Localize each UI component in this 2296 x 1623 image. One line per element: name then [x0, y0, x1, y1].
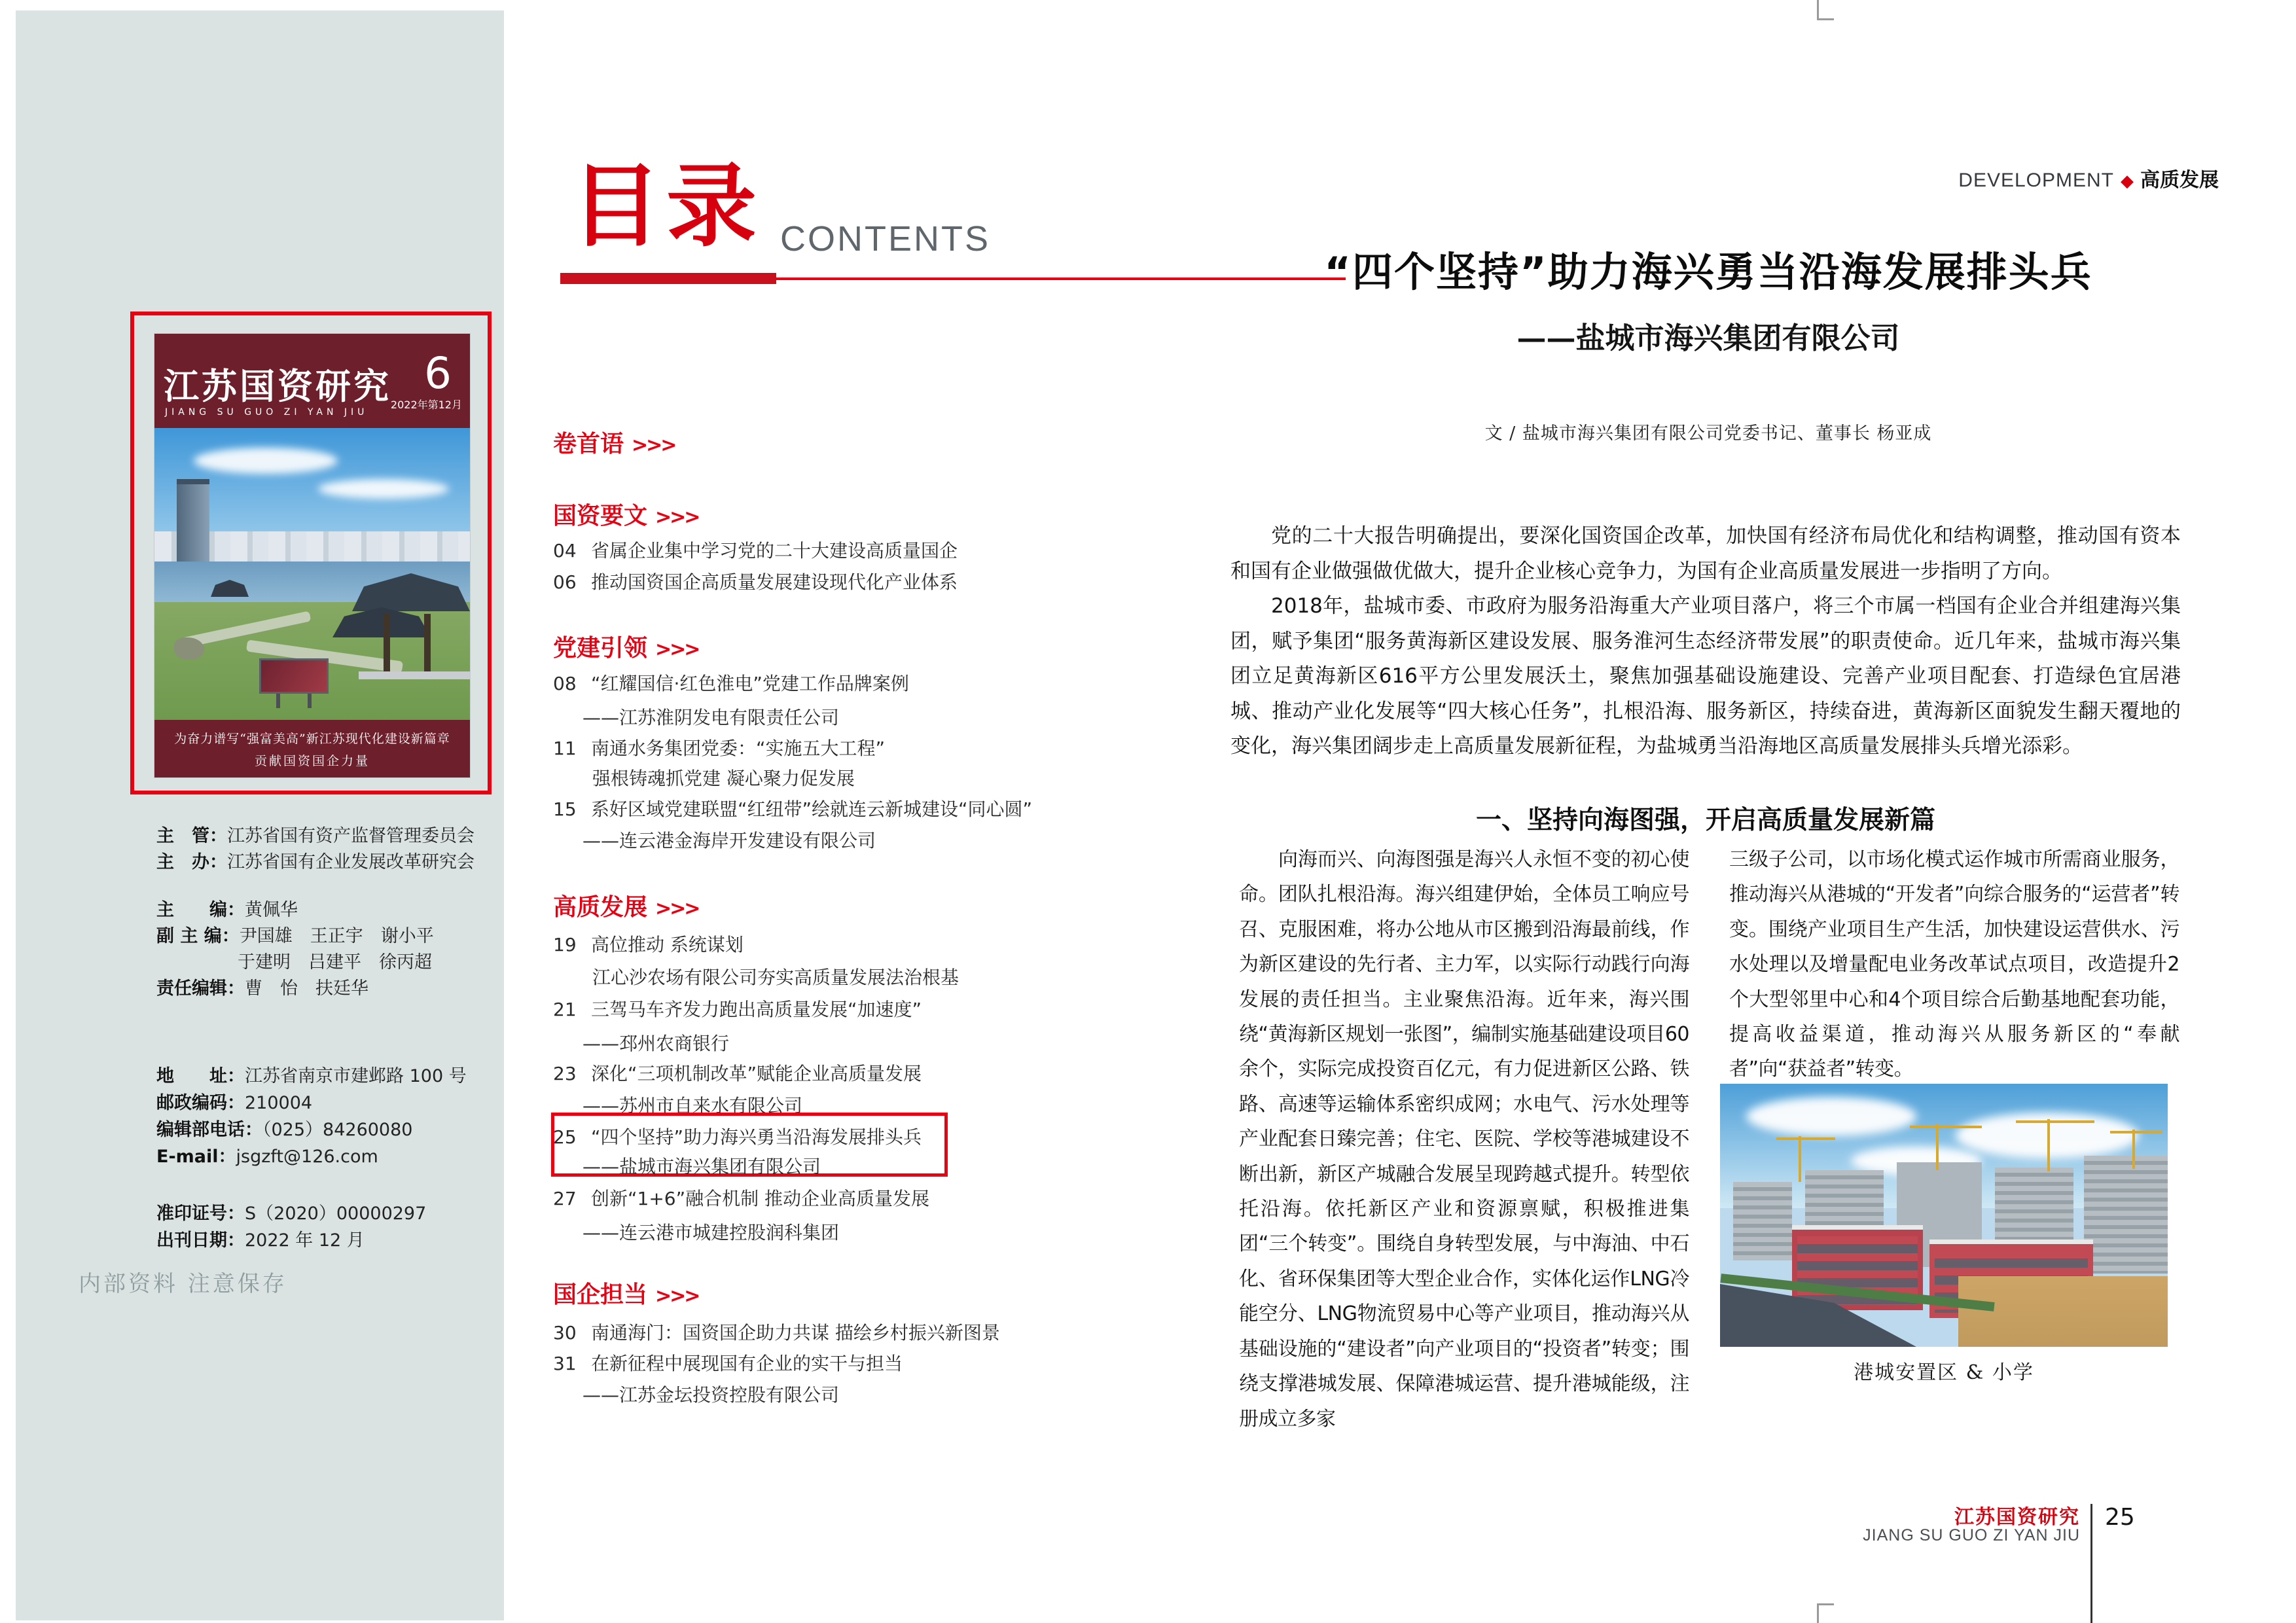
cover-highlight-box: [130, 312, 492, 794]
toc-item[interactable]: 06 推动国资国企高质量发展建设现代化产业体系: [553, 571, 958, 593]
toc-section-dangjianyinling: 党建引领 >>>: [553, 635, 699, 662]
header-en: DEVELOPMENT: [1958, 169, 2114, 191]
contact-row: 地 址：江苏省南京市建邺路 100 号: [156, 1066, 467, 1086]
diamond-icon: ◆: [2121, 171, 2134, 191]
spacer: [156, 1170, 497, 1200]
toc-item-sub[interactable]: ——盐城市海兴集团有限公司: [583, 1156, 821, 1177]
arrows-icon: >>>: [655, 1285, 699, 1308]
toc-item[interactable]: 31 在新征程中展现国有企业的实干与担当: [553, 1353, 903, 1374]
footer-divider: [2090, 1504, 2092, 1623]
crane-icon: [2110, 1131, 2162, 1133]
contact-row: 出刊日期：2022 年 12 月: [156, 1230, 365, 1251]
crane-icon: [1776, 1137, 1835, 1140]
magazine-cover: [154, 334, 470, 777]
article-intro: [1230, 519, 2181, 764]
crop-mark-bottom-h: [1817, 1603, 1834, 1605]
publisher-row: 主 办：江苏省国有企业发展改革研究会: [156, 852, 475, 872]
section-title: 一、坚持向海图强，开启高质量发展新篇: [1475, 806, 1935, 835]
crane-icon: [1936, 1124, 1939, 1170]
toc-item[interactable]: 27 创新“1+6”融合机制 推动企业高质量发展: [553, 1188, 930, 1209]
publisher-info: [156, 823, 497, 1002]
cover-pavilion-gate: [332, 573, 470, 678]
internal-notice: 内部资料 注意保存: [79, 1271, 287, 1297]
article-photo: [1720, 1084, 2168, 1347]
header-cn: 高质发展: [2140, 169, 2219, 192]
publisher-row: 责任编辑：曹 怡 扶廷华: [156, 978, 368, 999]
page-header: [1958, 164, 2219, 192]
contact-row: E-mail：jsgzft@126.com: [156, 1147, 378, 1167]
sidebar: [16, 10, 504, 1620]
cover-slogan-line2: 贡献国资国企力量: [254, 754, 370, 768]
toc-item-sub[interactable]: ——江苏金坛投资控股有限公司: [583, 1384, 840, 1406]
publisher-row: 主 管：江苏省国有资产监督管理委员会: [156, 826, 475, 846]
toc-item-sub[interactable]: ——邳州农商银行: [583, 1033, 730, 1054]
cover-masthead: 江苏国资研究: [164, 365, 391, 407]
crop-mark-top-h: [1817, 18, 1834, 20]
intro-paragraph: 2018年，盐城市委、市政府为服务沿海重大产业项目落户，将三个市属一档国有企业合并组建海兴集团，赋予集团“服务黄海新区建设发展、服务淮河生态经济带发展”的职责使命。近几年来，盐城市海兴集团立足黄海新区616平方公里发展沃土，聚焦加强基础设施建设、完善产业项目配套、打造绿色宜居港城、推动产业化发展等“四大核心任务”，扎根沿海、服务新区，持续奋进，黄海新区面貌发生翻天覆地的变化，海兴集团阔步走上高质量发展新征程，为盐城勇当沿海地区高质量发展排头兵增光添彩。: [1230, 594, 2181, 758]
toc-section-guoziyaowen: 国资要文 >>>: [553, 503, 699, 529]
toc-item[interactable]: 30 南通海门：国资国企助力共谋 描绘乡村振兴新图景: [553, 1322, 1000, 1344]
cover-billboard-legs: [276, 694, 312, 708]
contact-row: 邮政编码：210004: [156, 1093, 313, 1113]
publisher-row: 主 编：黄佩华: [156, 900, 298, 920]
cover-issue-date: 2022年第12月: [390, 399, 462, 411]
cover-masthead-band: [154, 334, 470, 428]
toc-item-sub[interactable]: ——江苏淮阴发电有限责任公司: [583, 707, 840, 728]
arrows-icon: >>>: [655, 506, 699, 529]
footer-journal-en: JIANG SU GUO ZI YAN JIU: [1863, 1526, 2080, 1544]
cover-slogan-band: [154, 720, 470, 777]
crane-icon: [2132, 1130, 2135, 1169]
toc-section-guoqidandang: 国企担当 >>>: [553, 1281, 699, 1308]
toc-item[interactable]: 21 三驾马车齐发力跑出高质量发展“加速度”: [553, 999, 922, 1020]
arrows-icon: >>>: [655, 897, 699, 920]
photo-sand-ground: [1958, 1276, 2168, 1347]
contact-info: [156, 1063, 497, 1254]
cover-billboard: [259, 658, 329, 694]
crane-icon: [2047, 1119, 2050, 1171]
toc-item-highlighted[interactable]: 25 “四个坚持”助力海兴勇当沿海发展排头兵: [553, 1126, 922, 1148]
toc-item-sub[interactable]: ——连云港金海岸开发建设有限公司: [583, 830, 876, 851]
crane-icon: [2016, 1120, 2094, 1123]
toc-item[interactable]: 15 系好区域党建联盟“红纽带”绘就连云新城建设“同心圆”: [553, 798, 1033, 820]
toc-item[interactable]: 11 南通水务集团党委：“实施五大工程”: [553, 738, 886, 759]
toc-title-en: CONTENTS: [780, 219, 990, 259]
toc-item-sub[interactable]: ——连云港市城建控股润科集团: [583, 1222, 840, 1243]
article-subtitle: ——盐城市海兴集团有限公司: [1516, 321, 1900, 355]
cover-photo-illustration: [154, 428, 470, 720]
publisher-row: 副 主 编：尹国雄 王正宇 谢小平: [156, 926, 434, 946]
article-column-2: 三级子公司，以市场化模式运作城市所需商业服务，推动海兴从港城的“开发者”向综合服务的“运营者”转变。围绕产业项目生产生活，加快建设运营供水、污水处理以及增量配电业务改革试点项目，改造提升2个大型邻里中心和4个项目综合后勤基地配套功能，提高收益渠道，推动海兴从服务新区的“奉献者”向“获益者”转变。: [1729, 848, 2179, 1081]
photo-building: [2084, 1156, 2168, 1274]
cover-cloud: [318, 479, 449, 499]
arrows-icon: >>>: [655, 638, 699, 661]
crane-icon: [1910, 1126, 1982, 1128]
intro-paragraph: 党的二十大报告明确提出，要深化国资国企改革，加快国有经济布局优化和结构调整，推动国有资本和国有企业做强做优做大，提升企业核心竞争力，为国有企业高质量发展进一步指明了方向。: [1230, 524, 2181, 583]
toc-section-juanshouyu: 卷首语 >>>: [553, 431, 675, 457]
article-column-1: 向海而兴、向海图强是海兴人永恒不变的初心使命。团队扎根沿海。海兴组建伊始，全体员工响应号召、克服困难，将办公地从市区搬到沿海最前线，作为新区建设的先行者、主力军，以实际行动践行向海发展的责任担当。主业聚焦沿海。近年来，海兴围绕“黄海新区规划一张图”，编制实施基础建设项目60余个，实际完成投资百亿元，有力促进新区公路、铁路、高速等运输体系密织成网；水电气、污水处理等产业配套日臻完善；住宅、医院、学校等港城建设不断出新，新区产城融合发展呈现跨越式提升。转型依托沿海。依托新区产业和资源禀赋，积极推进集团“三个转变”。围绕自身转型发展，与中海油、中石化、省环保集团等大型企业合作，实体化运作LNG冷能空分、LNG物流贸易中心等产业项目，推动海兴从基础设施的“建设者”向产业项目的“投资者”转变；围绕支撑港城发展、保障港城运营、提升港城能级，注册成立多家: [1239, 848, 1689, 1431]
footer-journal-cn: 江苏国资研究: [1954, 1506, 2080, 1529]
toc-item[interactable]: 04 省属企业集中学习党的二十大建设高质量国企: [553, 540, 958, 562]
toc-item[interactable]: 19 高位推动 系统谋划: [553, 934, 744, 955]
crane-icon: [1799, 1136, 1801, 1182]
contact-row: 准印证号：S（2020）00000297: [156, 1204, 427, 1224]
toc-section-gaozhifazhan: 高质发展 >>>: [553, 894, 699, 921]
crop-mark-bottom: [1817, 1603, 1819, 1623]
toc-item[interactable]: 23 深化“三项机制改革”赋能企业高质量发展: [553, 1063, 922, 1084]
crop-mark-top: [1817, 0, 1819, 20]
cover-tower-building: [177, 479, 209, 563]
article-title: “四个坚持”助力海兴勇当沿海发展排头兵: [1324, 248, 2092, 296]
publisher-row: 于建明 吕建平 徐丙超: [238, 952, 432, 972]
photo-caption: 港城安置区 & 小学: [1854, 1361, 2034, 1384]
photo-cloud: [1746, 1097, 1916, 1136]
cover-masthead-pinyin: JIANG SU GUO ZI YAN JIU: [165, 407, 368, 418]
toc-title-cn: 目录: [571, 152, 762, 259]
cover-issue-number: 6: [424, 348, 452, 399]
cover-cloud: [194, 448, 338, 474]
cover-slogan-line1: 为奋力谱写“强富美高”新江苏现代化建设新篇章: [174, 732, 450, 746]
toc-item-sub[interactable]: 强根铸魂抓党建 凝心聚力促发展: [592, 768, 855, 789]
toc-item-sub[interactable]: ——苏州市自来水有限公司: [583, 1095, 803, 1116]
page-number: 25: [2105, 1504, 2135, 1531]
photo-building: [1733, 1182, 1792, 1260]
toc-rule-accent: [560, 273, 776, 284]
contact-row: 编辑部电话：（025）84260080: [156, 1120, 413, 1140]
arrows-icon: >>>: [632, 434, 675, 457]
cover-rock: [174, 637, 204, 660]
spacer: [156, 876, 497, 897]
toc-item[interactable]: 08 “红耀国信·红色淮电”党建工作品牌案例: [553, 673, 909, 694]
article-byline: 文 / 盐城市海兴集团有限公司党委书记、董事长 杨亚成: [1484, 423, 1932, 444]
toc-item-sub[interactable]: 江心沙农场有限公司夯实高质量发展法治根基: [592, 967, 960, 988]
